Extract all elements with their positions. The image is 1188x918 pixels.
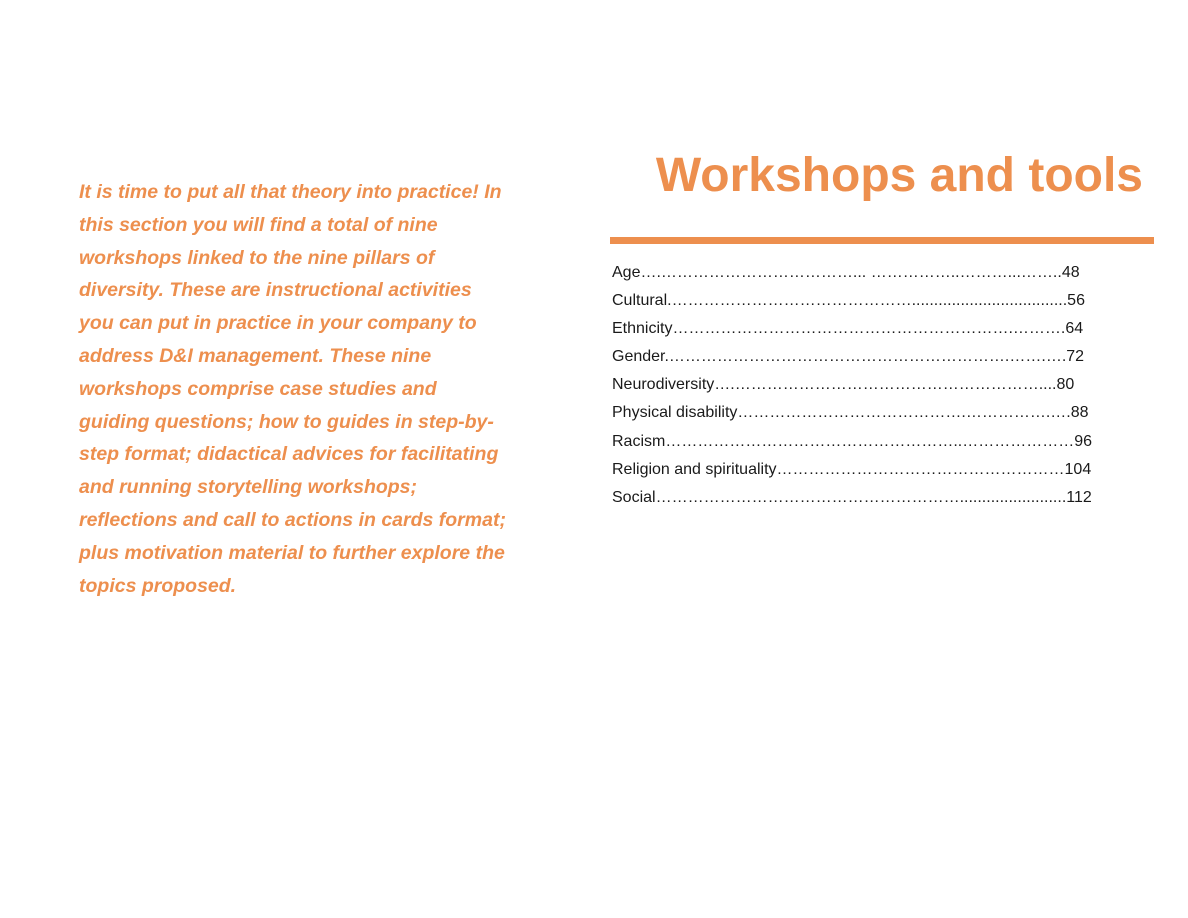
toc-entry-neurodiversity[interactable] (612, 371, 1152, 399)
toc-entry-cultural[interactable] (612, 287, 1152, 315)
toc-entry-text: Cultural.………………………………………...................................56 (612, 292, 1085, 310)
toc-entry-gender[interactable] (612, 343, 1152, 371)
toc-entry-text: Religion and spirituality………………………………………………104 (612, 460, 1092, 478)
toc-entry-religion-and-spirituality[interactable] (612, 456, 1152, 484)
toc-entry-text: Racism………………………………………………..…………………96 (612, 432, 1093, 450)
toc-entry-text: Ethnicity……………………………………………………….……….64 (612, 320, 1084, 338)
toc-entry-text: Social…………………………………………………........................112 (612, 488, 1092, 506)
table-of-contents (612, 259, 1152, 512)
toc-entry-racism[interactable] (612, 428, 1152, 456)
intro-paragraph: It is time to put all that theory into practice! In this section you will find a total of nine workshops linked to the nine pillars of diversity. These are instructional activities you can put in practice in your company to address D&I management. These nine workshops comprise case studies and guiding questions; how to guides in step-by-step format; didactical advices for facilitating and running storytelling workshops; reflections and call to actions in cards format; plus motivation material to further explore the topics proposed. (79, 181, 506, 597)
toc-entry-text: Age….………………………………... ……………..………...……..48 (612, 264, 1080, 281)
title-divider (610, 237, 1154, 244)
toc-entry-ethnicity[interactable] (612, 315, 1152, 343)
toc-entry-age[interactable] (612, 259, 1152, 287)
toc-entry-social[interactable] (612, 484, 1152, 512)
toc-entry-text: Gender.……………………………………………………….…….….72 (612, 348, 1085, 366)
toc-entry-text: Physical disability…………………………………….…………….….88 (612, 404, 1089, 422)
page-title: Workshops and tools (655, 149, 1143, 202)
toc-entry-text: Neurodiversity….…………………………………………………....80 (612, 376, 1075, 394)
toc-entry-physical-disability[interactable] (612, 399, 1152, 427)
